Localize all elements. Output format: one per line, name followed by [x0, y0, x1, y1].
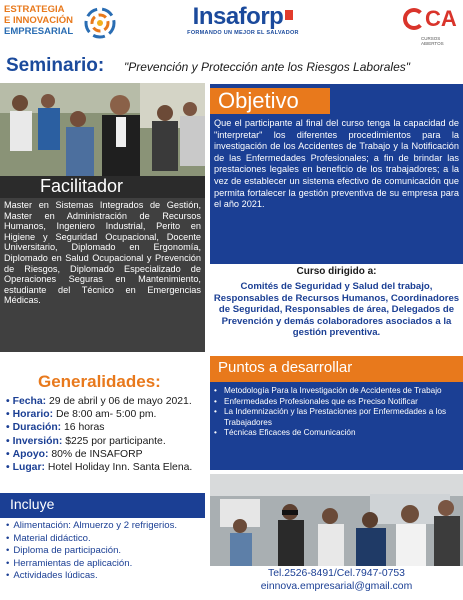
- list-item: • Actividades lúdicas.: [6, 570, 98, 582]
- objetivo-heading-bar: [210, 88, 330, 114]
- training-photo-illustration: [210, 474, 463, 566]
- generalidades-value: Hotel Holiday Inn. Santa Elena.: [47, 462, 193, 474]
- title-bar: [0, 53, 463, 79]
- list-item: • La Indemnización y las Prestaciones por Enfermedades a los Trabajadores: [214, 407, 447, 427]
- incluye-item: Actividades lúdicas.: [13, 570, 98, 582]
- incluye-item: Alimentación: Almuerzo y 2 refrigerios.: [13, 520, 178, 531]
- incluye-heading: Incluye: [10, 496, 55, 512]
- puntos-item: Técnicas Eficaces de Comunicación: [224, 428, 356, 438]
- contact-phones: Tel.2526-8491/Cel.7947-0753: [268, 568, 405, 579]
- list-item: • Fecha: 29 de abril y 06 de mayo 2021.: [6, 396, 192, 407]
- curso-heading: [210, 266, 463, 277]
- puntos-heading-bar: [210, 356, 463, 382]
- estrategia-logo: [4, 4, 124, 44]
- ca-caption: CURSOS ABIERTOS: [421, 36, 444, 46]
- list-item: • Lugar: Hotel Holiday Inn. Santa Elena.: [6, 462, 193, 474]
- list-item: • Duración: 16 horas: [6, 422, 105, 434]
- puntos-list: [212, 386, 460, 439]
- puntos-heading: Puntos a desarrollar: [218, 359, 353, 376]
- ring-icon: [403, 8, 425, 30]
- header: [0, 0, 463, 50]
- contact-info: [210, 568, 463, 593]
- insaforp-tagline: FORMANDO UN MEJOR EL SALVADOR: [187, 30, 299, 36]
- incluye-list: [6, 520, 206, 583]
- list-item: • Alimentación: Almuerzo y 2 refrigerios.: [6, 520, 178, 531]
- swirl-logo-icon: [84, 7, 116, 39]
- puntos-item: Metodología Para la Investigación de Accidentes de Trabajo: [224, 386, 442, 395]
- logo-line-2: E INNOVACIÓN: [4, 15, 73, 26]
- list-item: • Metodología Para la Investigación de Accidentes de Trabajo: [214, 386, 442, 395]
- generalidades-key: Apoyo:: [12, 448, 49, 460]
- cursos-abiertos-logo: [403, 6, 459, 48]
- generalidades-heading: Generalidades:: [38, 372, 161, 391]
- incluye-heading-bar: [0, 493, 205, 518]
- incluye-item: Diploma de participación.: [13, 545, 122, 557]
- puntos-item: La Indemnización y las Prestaciones por Enfermedades a los Trabajadores: [224, 407, 447, 427]
- logo-line-3: EMPRESARIAL: [4, 26, 74, 37]
- generalidades-key: Fecha:: [12, 396, 47, 407]
- flag-icon: [285, 10, 293, 20]
- contact-email[interactable]: einnova.empresarial@gmail.com: [260, 580, 413, 592]
- list-item: • Horario: De 8:00 am- 5:00 pm.: [6, 409, 157, 421]
- list-item: • Herramientas de aplicación.: [6, 557, 133, 569]
- generalidades-list: [6, 395, 211, 474]
- facilitador-heading: Facilitador: [40, 176, 124, 196]
- training-photo: [210, 474, 463, 566]
- curso-heading-text: Curso dirigido a:: [296, 266, 377, 277]
- list-item: • Apoyo: 80% de INSAFORP: [6, 448, 143, 460]
- generalidades-key: Duración:: [12, 422, 62, 434]
- seminar-photo-illustration: [0, 83, 205, 178]
- facilitador-heading-bar: [0, 176, 205, 198]
- list-item: • Técnicas Eficaces de Comunicación: [214, 428, 356, 438]
- facilitador-panel: [0, 198, 205, 352]
- objetivo-heading: Objetivo: [218, 88, 299, 113]
- seminar-photo: [0, 83, 205, 178]
- facilitador-text: Master en Sistemas Integrados de Gestión, Master en Administración de Recursos Humanos, Ingeniero Industrial, Perito en Higiene y Seguridad Ocupacional, Docente Universitario, Diplomado en Ergonomía, Diplomado en Salud Ocupacional y Prevención de Riesgos, Diplomado Especializado de Operaciones Seguras en Mantenimiento, estudiante del Técnico en Emergencias Médicas.: [4, 200, 201, 306]
- insaforp-logo: [178, 4, 308, 44]
- insaforp-name: Insaforp: [192, 3, 284, 30]
- generalidades-value: De 8:00 am- 5:00 pm.: [55, 409, 157, 421]
- generalidades-value: 80% de INSAFORP: [51, 448, 143, 460]
- list-item: • Diploma de participación.: [6, 545, 122, 557]
- seminar-label: Seminario:: [6, 55, 105, 76]
- generalidades-value: $225 por participante.: [65, 435, 166, 447]
- generalidades-value: 29 de abril y 06 de mayo 2021.: [49, 396, 192, 407]
- logo-line-1: ESTRATEGIA: [4, 4, 65, 15]
- generalidades-key: Inversión:: [12, 435, 63, 447]
- list-item: • Material didáctico.: [6, 532, 91, 544]
- generalidades-value: 16 horas: [64, 422, 105, 434]
- list-item: • Inversión: $225 por participante.: [6, 435, 166, 447]
- curso-audience-text: Comités de Seguridad y Salud del trabajo, Responsables de Recursos Humanos, Coordinadores de Seguridad, Responsables de área, Delegados de Prevención y demás colaboradores asociados a la gestión preventiva.: [213, 281, 460, 339]
- puntos-item: Enfermedades Profesionales que es Preciso Notificar: [224, 396, 418, 406]
- incluye-item: Material didáctico.: [13, 532, 91, 544]
- list-item: • Enfermedades Profesionales que es Preciso Notificar: [214, 396, 418, 406]
- seminar-title: "Prevención y Protección ante los Riesgos Laborales": [124, 60, 411, 74]
- generalidades-key: Horario:: [12, 409, 54, 421]
- ca-name: CA: [425, 6, 457, 31]
- objetivo-text: Que el participante al final del curso tenga la capacidad de "interpretar" los diferentes procedimientos para la investigación de los Accidentes de Trabajo y la Notificación de las Enfermedades Profesionales; a fin de brindar las prestaciones legales en beneficio de los trabajadores; a la vez de establecer un sistema efectivo de comunicación que permita fortalecer la gestión preventiva de su empresa para el año 2021.: [214, 118, 459, 210]
- generalidades-key: Lugar:: [12, 462, 45, 474]
- incluye-item: Herramientas de aplicación.: [13, 557, 133, 569]
